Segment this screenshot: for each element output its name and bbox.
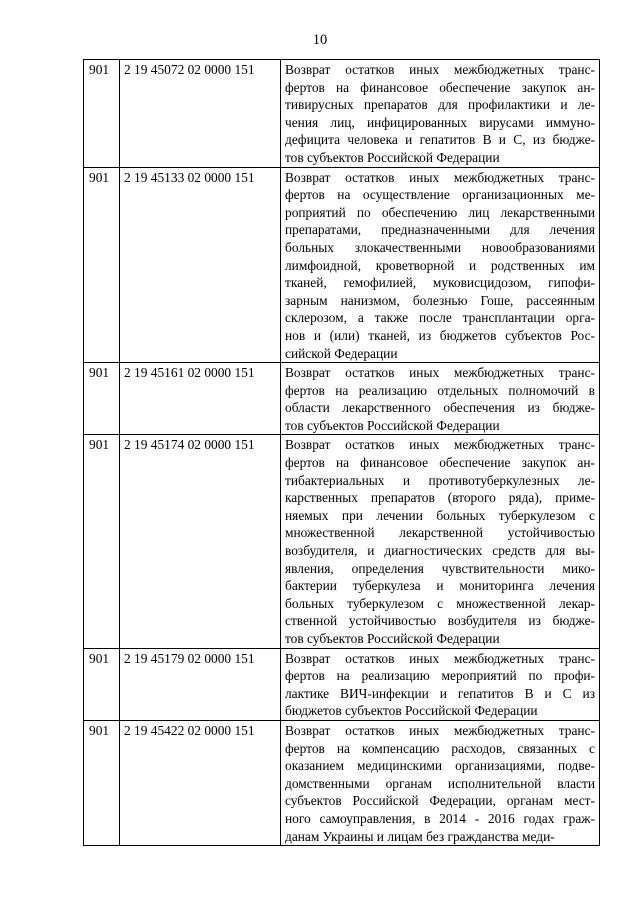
description-line: тов субъектов Российской Федерации xyxy=(285,149,500,165)
admin-code-cell: 901 xyxy=(84,648,120,720)
budget-codes-table xyxy=(83,59,600,846)
admin-code-cell: 901 xyxy=(84,167,120,363)
description-line: фертов на осуществление организационных ме- xyxy=(285,187,595,203)
description-line: лактике ВИЧ-инфекции и гепатитов В и С из xyxy=(285,685,595,701)
description-line: Возврат остатков иных межбюджетных транс- xyxy=(285,722,595,738)
description-line: больных туберкулезом с множественной лекар- xyxy=(285,595,595,611)
description-line: больных злокачественными новообразованиями xyxy=(285,239,595,255)
description-line: бактерии туберкулеза и мониторинга лечения xyxy=(285,578,595,594)
description-line: фертов на реализацию отдельных полномочий в xyxy=(285,382,595,398)
description-line: Возврат остатков иных межбюджетных транс- xyxy=(285,62,595,77)
budget-classification-code-cell: 2 19 45072 02 0000 151 xyxy=(120,60,281,168)
description-line: множественной лекарственной устойчивостью xyxy=(285,525,595,541)
description-line: тканей, гемофилией, муковисцидозом, гипофи- xyxy=(285,275,595,291)
description-line: дефицита человека и гепатитов В и С, из бюдже- xyxy=(285,132,595,148)
description-line: Возврат остатков иных межбюджетных транс- xyxy=(285,650,595,666)
description-line: Возврат остатков иных межбюджетных транс- xyxy=(285,437,595,453)
description-cell xyxy=(281,60,600,168)
description-line: домственными органам исполнительной власти xyxy=(285,775,595,791)
description-line: чения лиц, инфицированных вирусами иммуно- xyxy=(285,114,595,130)
budget-classification-code-cell: 2 19 45174 02 0000 151 xyxy=(120,435,281,648)
description-cell xyxy=(281,167,600,363)
page-number: 10 xyxy=(312,32,328,48)
description-line: возбудителя, и диагностических средств для вы- xyxy=(285,543,595,559)
description-line: роприятий по обеспечению лиц лекарственными xyxy=(285,204,595,220)
admin-code-cell: 901 xyxy=(84,363,120,435)
description-line: фертов на финансовое обеспечение закупок ан- xyxy=(285,455,595,471)
budget-classification-code-cell: 2 19 45133 02 0000 151 xyxy=(120,167,281,363)
description-line: ного самоуправления, в 2014 - 2016 годах граж- xyxy=(285,810,595,826)
description-line: зарным нанизмом, болезнью Гоше, рассеянным xyxy=(285,292,595,308)
description-line: Возврат остатков иных межбюджетных транс- xyxy=(285,365,595,381)
description-cell xyxy=(281,720,600,845)
description-line: ственной устойчивостью возбудителя из бюдже- xyxy=(285,613,595,629)
description-line: карственных препаратов (второго ряда), приме- xyxy=(285,490,595,506)
description-line: сийской Федерации xyxy=(285,345,398,361)
table-row xyxy=(84,60,600,168)
description-cell xyxy=(281,435,600,648)
description-line: склерозом, а также после трансплантации орга- xyxy=(285,310,595,326)
description-cell xyxy=(281,648,600,720)
description-line: препаратами, предназначенными для лечения xyxy=(285,222,595,238)
description-line: лимфоидной, кроветворной и родственных им xyxy=(285,257,595,273)
admin-code-cell: 901 xyxy=(84,720,120,845)
description-cell xyxy=(281,363,600,435)
description-line: бюджетов субъектов Российской Федерации xyxy=(285,703,538,719)
description-line: фертов на финансовое обеспечение закупок ан- xyxy=(285,79,595,95)
description-line: оказанием медицинскими организациями, подве- xyxy=(285,758,595,774)
description-line: фертов на компенсацию расходов, связанных с xyxy=(285,740,595,756)
table-row xyxy=(84,648,600,720)
description-line: Возврат остатков иных межбюджетных транс- xyxy=(285,169,595,185)
description-line: тивирусных препаратов для профилактики и ле- xyxy=(285,97,595,113)
budget-classification-code-cell: 2 19 45422 02 0000 151 xyxy=(120,720,281,845)
admin-code-cell: 901 xyxy=(84,435,120,648)
description-line: тов субъектов Российской Федерации xyxy=(285,417,500,433)
description-line: нов и (или) тканей, из бюджетов субъектов Рос- xyxy=(285,327,595,343)
admin-code-cell: 901 xyxy=(84,60,120,168)
description-line: области лекарственного обеспечения из бюдже- xyxy=(285,400,595,416)
description-line: тибактериальных и противотуберкулезных ле- xyxy=(285,472,595,488)
description-line: няемых при лечении больных туберкулезом с xyxy=(285,507,595,523)
table-row xyxy=(84,435,600,648)
description-line: явления, определения чувствительности мико- xyxy=(285,560,595,576)
description-line: тов субъектов Российской Федерации xyxy=(285,631,500,646)
table-body xyxy=(84,60,600,846)
budget-classification-code-cell: 2 19 45161 02 0000 151 xyxy=(120,363,281,435)
table-row xyxy=(84,720,600,845)
budget-classification-code-cell: 2 19 45179 02 0000 151 xyxy=(120,648,281,720)
description-line: фертов на реализацию мероприятий по профи- xyxy=(285,668,595,684)
table-row xyxy=(84,363,600,435)
description-line: субъектов Российской Федерации, органам мест- xyxy=(285,793,595,809)
table-row xyxy=(84,167,600,363)
description-line: данам Украины и лицам без гражданства меди- xyxy=(285,828,555,844)
